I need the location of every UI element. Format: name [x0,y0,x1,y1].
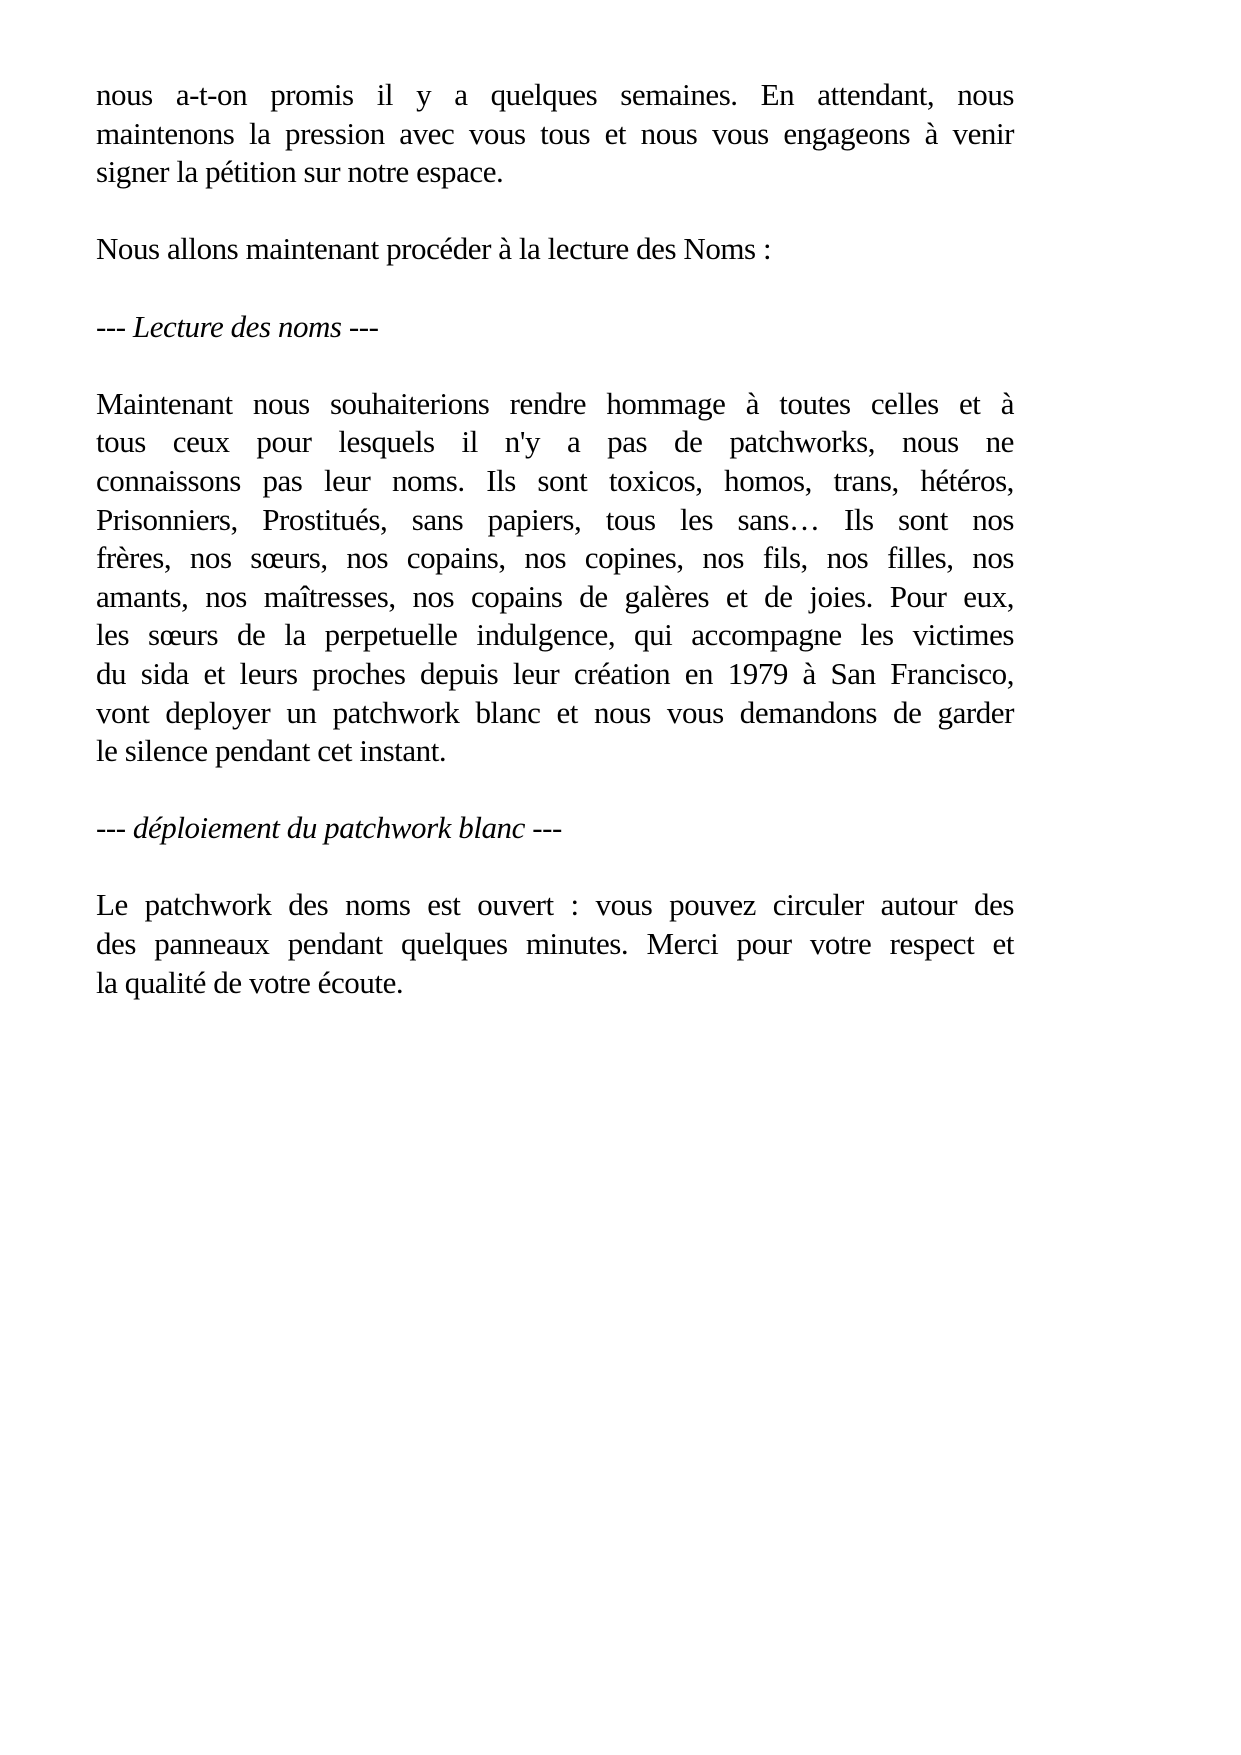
text-line: nous a-t-on promis il y a quelques semaines. En attendant, nous [96,77,1014,112]
text-line: les sœurs de la perpetuelle indulgence, qui accompagne les victimes [96,617,1014,653]
text-line: frères, nos sœurs, nos copains, nos copines, nos fils, nos filles, nos [96,540,1014,576]
paragraph-closing [96,886,1014,1002]
text-line: --- Lecture des noms --- [96,308,379,344]
text-line: Le patchwork des noms est ouvert : vous pouvez circuler autour des [96,887,1014,923]
paragraph-tribute [96,385,1014,771]
text-line: --- déploiement du patchwork blanc --- [96,810,562,846]
text-line: la qualité de votre écoute. [96,964,404,1000]
stage-direction-white-patchwork [96,809,1014,848]
text-line: du sida et leurs proches depuis leur création en 1979 à San Francisco, [96,655,1014,691]
text-line: vont deployer un patchwork blanc et nous vous demandons de garder [96,694,1014,730]
text-line: maintenons la pression avec vous tous et nous vous engageons à venir [96,115,1014,151]
stage-direction-reading [96,308,1014,347]
text-line: tous ceux pour lesquels il n'y a pas de patchworks, nous ne [96,424,1014,460]
text-line: amants, nos maîtresses, nos copains de galères et de joies. Pour eux, [96,578,1014,614]
text-line: le silence pendant cet instant. [96,733,447,769]
text-line: Nous allons maintenant procéder à la lecture des Noms : [96,231,772,267]
text-line: signer la pétition sur notre espace. [96,154,504,190]
text-line: Maintenant nous souhaiterions rendre hommage à toutes celles et à [96,385,1014,421]
document-page [96,76,1014,1041]
paragraph-reading-intro [96,230,1014,269]
text-line: Prisonniers, Prostitués, sans papiers, tous les sans… Ils sont nos [96,501,1014,537]
text-line: des panneaux pendant quelques minutes. Merci pour votre respect et [96,926,1014,962]
text-line: connaissons pas leur noms. Ils sont toxicos, homos, trans, hétéros, [96,462,1014,498]
paragraph-petition [96,76,1014,192]
